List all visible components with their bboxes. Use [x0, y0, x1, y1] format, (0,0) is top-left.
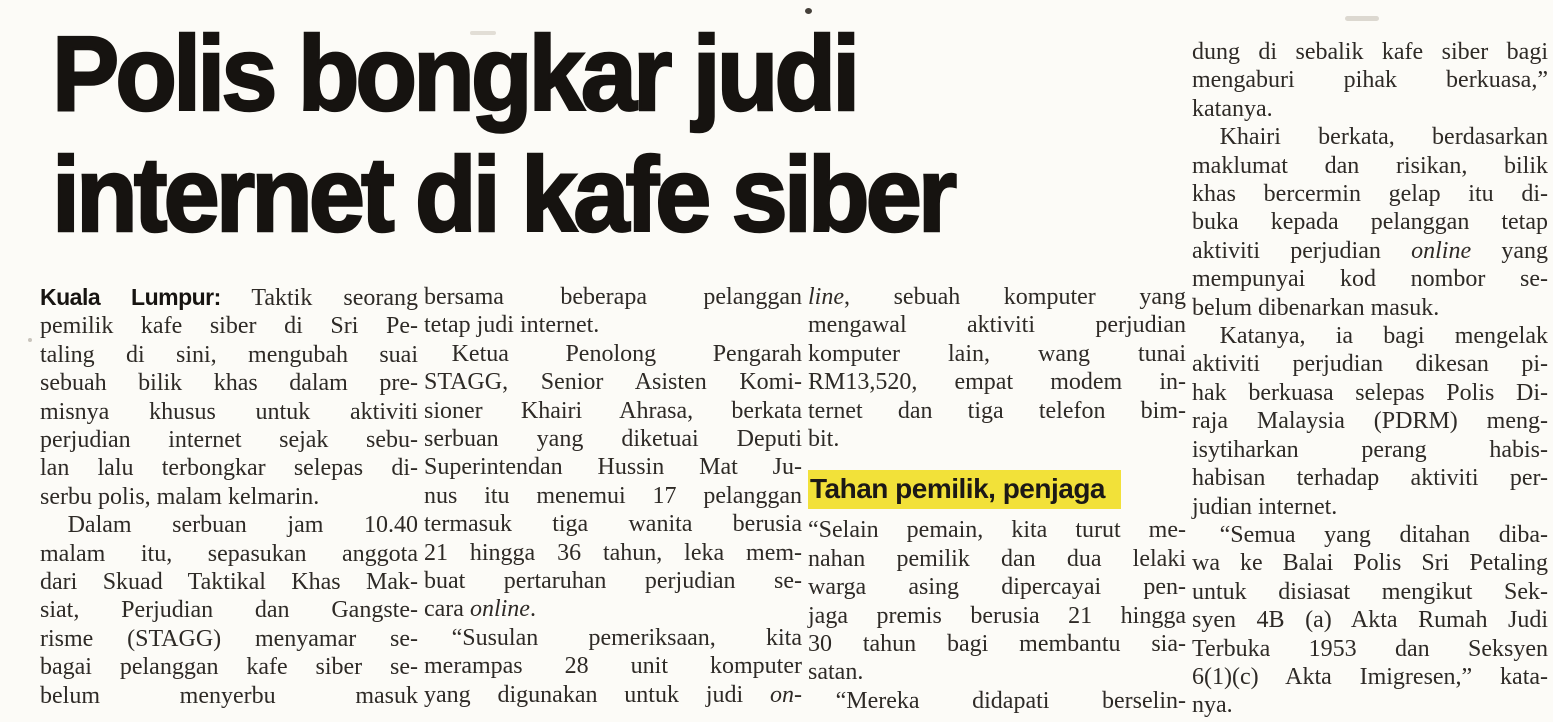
- text-line: sioner Khairi Ahrasa, berkata: [424, 397, 802, 424]
- text-line: belum menyerbu masuk: [40, 682, 418, 709]
- headline-line-1: Polis bongkar judi: [52, 15, 857, 133]
- text-line: satan.: [808, 659, 864, 686]
- article-column-3: [808, 283, 1186, 715]
- text-line: mengawal aktiviti perjudian: [808, 312, 1186, 339]
- text-line: buat pertaruhan perjudian se-: [424, 568, 802, 595]
- text-line: warga asing dipercayai pen-: [808, 574, 1186, 601]
- text-line: serbuan yang diketuai Deputi: [424, 426, 802, 453]
- text-line: habisan terhadap aktiviti per-: [1192, 465, 1548, 492]
- text-line: Katanya, ia bagi mengelak: [1219, 323, 1548, 350]
- text-line: untuk disiasat mengikut Sek-: [1192, 578, 1548, 605]
- highlighted-subheading: Tahan pemilik, penjaga: [808, 470, 1121, 509]
- text-line: maklumat dan risikan, bilik: [1192, 152, 1548, 179]
- paragraph: [808, 516, 1186, 686]
- text-line: bersama beberapa pelanggan: [424, 284, 802, 310]
- paragraph: [808, 687, 1186, 715]
- text-line: Ketua Penolong Pengarah: [451, 340, 802, 367]
- article-column-4: [1192, 38, 1548, 720]
- paragraph: [1192, 322, 1548, 521]
- text-line: belum dibenarkan masuk.: [1192, 294, 1440, 321]
- paragraph: [808, 283, 1186, 453]
- paragraph: [424, 340, 802, 624]
- text-line: katanya.: [1192, 95, 1273, 122]
- text-line: nya.: [1192, 692, 1233, 719]
- text-line: tetap judi internet.: [424, 312, 600, 339]
- paragraph: [1192, 38, 1548, 123]
- text-line: RM13,520, empat modem in-: [808, 369, 1186, 396]
- text-line: sebuah bilik khas dalam pre-: [40, 370, 418, 397]
- text-line: jaga premis berusia 21 hingga: [808, 602, 1186, 629]
- text-line: yang digunakan untuk judi on-: [424, 681, 802, 708]
- paragraph: [1192, 521, 1548, 720]
- text-line: “Selain pemain, kita turut me-: [808, 517, 1186, 544]
- subhead-row: [808, 470, 1186, 509]
- dateline-lead-in: Kuala Lumpur:: [40, 284, 221, 310]
- text-line: mengaburi pihak berkuasa,”: [1192, 67, 1548, 94]
- text-line: Kuala Lumpur: Taktik seorang: [40, 284, 418, 311]
- text-line: risme (STAGG) menyamar se-: [40, 625, 418, 652]
- text-line: STAGG, Senior Asisten Komi-: [424, 369, 802, 396]
- text-line: khas bercermin gelap itu di-: [1192, 181, 1548, 208]
- text-line: isytiharkan perang habis-: [1192, 436, 1548, 463]
- text-line: “Susulan pemeriksaan, kita: [451, 624, 802, 651]
- text-line: raja Malaysia (PDRM) meng-: [1192, 408, 1548, 435]
- text-line: malam itu, sepasukan anggota: [40, 540, 418, 567]
- scan-speck: [28, 338, 32, 342]
- text-line: Khairi berkata, berdasarkan: [1219, 124, 1548, 151]
- text-line: nus itu menemui 17 pelanggan: [424, 482, 802, 509]
- text-line: pemilik kafe siber di Sri Pe-: [40, 313, 418, 340]
- text-line: misnya khusus untuk aktiviti: [40, 398, 418, 425]
- article-column-2: [424, 283, 802, 709]
- text-line: 30 tahun bagi membantu sia-: [808, 631, 1186, 658]
- text-line: Dalam serbuan jam 10.40: [67, 512, 418, 539]
- text-line: siat, Perjudian dan Gangste-: [40, 597, 418, 624]
- text-line: dari Skuad Taktikal Khas Mak-: [40, 569, 418, 596]
- text-line: aktiviti perjudian dikesan pi-: [1192, 351, 1548, 378]
- text-line: syen 4B (a) Akta Rumah Judi: [1192, 607, 1548, 634]
- article-column-1: [40, 283, 418, 710]
- scan-smudge: [1345, 16, 1379, 21]
- text-line: merampas 28 unit komputer: [424, 653, 802, 680]
- text-line: cara online.: [424, 596, 536, 623]
- text-line: line, sebuah komputer yang: [808, 284, 1186, 310]
- text-line: wa ke Balai Polis Sri Petaling: [1192, 550, 1548, 577]
- text-line: komputer lain, wang tunai: [808, 340, 1186, 367]
- text-line: 6(1)(c) Akta Imigresen,” kata-: [1192, 663, 1548, 690]
- text-line: aktiviti perjudian online yang: [1192, 237, 1549, 264]
- text-line: 21 hingga 36 tahun, leka mem-: [424, 539, 802, 566]
- text-line: “Mereka didapati berselin-: [835, 687, 1186, 714]
- text-line: lan lalu terbongkar selepas di-: [40, 455, 418, 482]
- text-line: serbu polis, malam kelmarin.: [40, 483, 320, 510]
- text-line: “Semua yang ditahan diba-: [1219, 521, 1548, 548]
- text-line: dung di sebalik kafe siber bagi: [1192, 39, 1548, 65]
- paragraph: [1192, 123, 1548, 322]
- article-headline: [52, 14, 953, 256]
- paragraph: [424, 624, 802, 709]
- text-line: mempunyai kod nombor se-: [1192, 266, 1548, 293]
- headline-line-2: internet di kafe siber: [52, 136, 954, 254]
- text-line: perjudian internet sejak sebu-: [40, 427, 418, 454]
- text-line: nahan pemilik dan dua lelaki: [808, 545, 1186, 572]
- text-line: bit.: [808, 426, 840, 453]
- text-line: hak berkuasa selepas Polis Di-: [1192, 379, 1548, 406]
- text-line: buka kepada pelanggan tetap: [1192, 209, 1548, 236]
- text-line: termasuk tiga wanita berusia: [424, 511, 802, 538]
- paragraph: [40, 511, 418, 710]
- text-line: Superintendan Hussin Mat Ju-: [424, 454, 802, 481]
- text-line: judian internet.: [1192, 493, 1338, 520]
- text-line: Terbuka 1953 dan Seksyen: [1192, 635, 1548, 662]
- paragraph: [40, 283, 418, 511]
- text-line: bagai pelanggan kafe siber se-: [40, 654, 418, 681]
- paragraph: [424, 283, 802, 340]
- text-line: ternet dan tiga telefon bim-: [808, 397, 1186, 424]
- text-line: taling di sini, mengubah suai: [40, 341, 418, 368]
